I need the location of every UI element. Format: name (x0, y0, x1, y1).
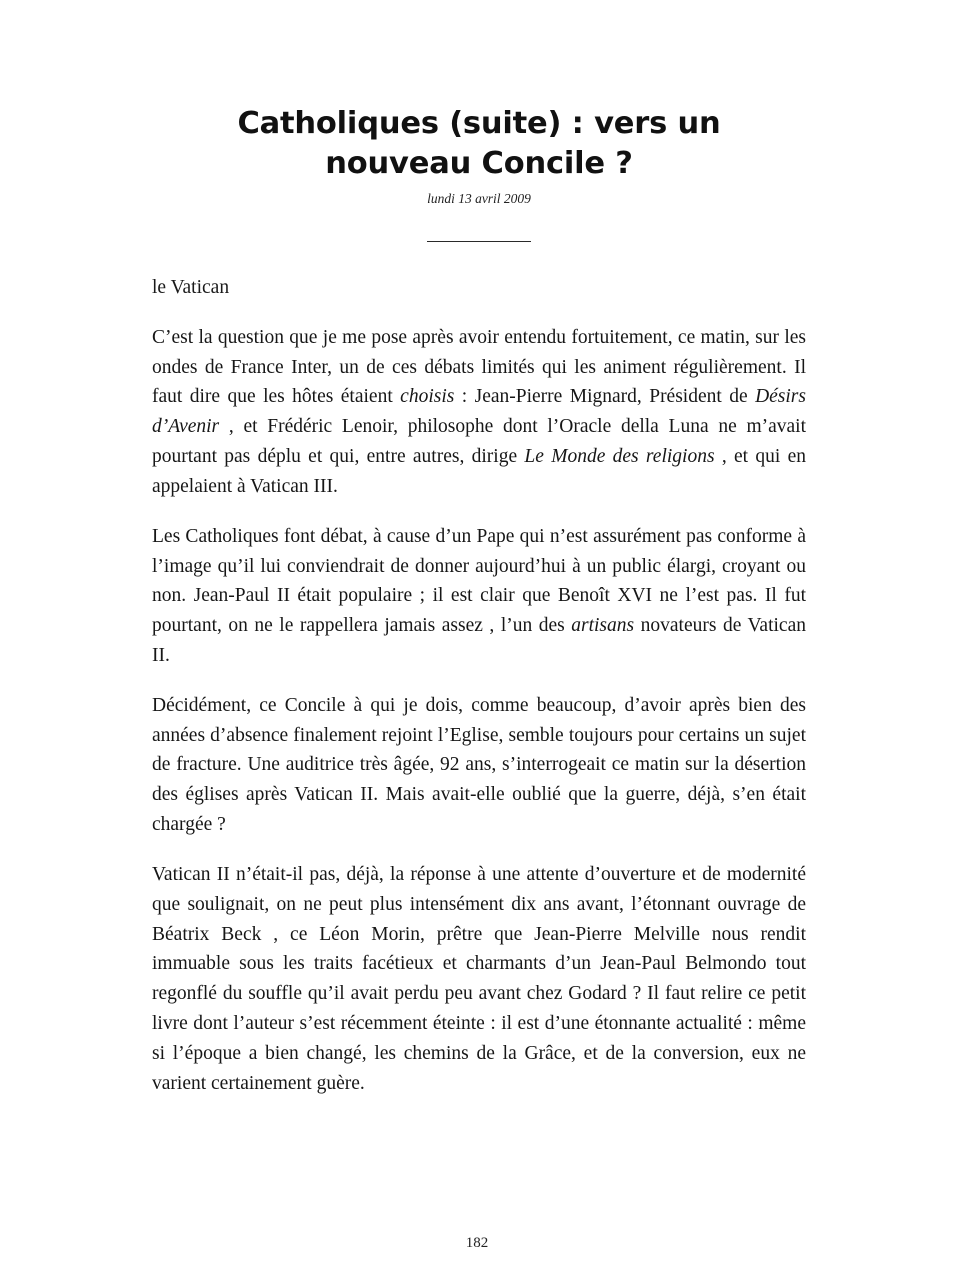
title-separator (152, 233, 806, 251)
emphasis-text: Le Monde des religions (524, 446, 715, 468)
text-run: : Jean-Pierre Mignard, Président de (454, 386, 756, 408)
emphasis-text: choisis (400, 386, 455, 408)
text-run: Vatican II n’était-il pas, déjà, la réponse à une attente d’ouverture et de modernité que soulignait, on ne peut plus intensément dix ans avant, l’étonnant ouvrage de Béatrix Beck , ce Léon Morin, prêtre que Jean-Pierre Melville nous rendit immuable sous les traits facétieux et charmants d’un Jean-Paul Belmondo tout regonflé du souffle qu’il avait perdu peu avant chez Godard ? Il faut relire ce petit livre dont l’auteur s’est récemment éteinte : il est d’une étonnante actualité : même si l’époque a bien changé, les chemins de la Grâce, et de la conversion, eux ne varient certainement guère. (152, 863, 806, 1094)
page-number: 182 (465, 1235, 489, 1251)
publication-date: lundi 13 avril 2009 (427, 190, 531, 206)
article-body (152, 323, 806, 1099)
body-paragraph (152, 691, 806, 840)
text-run: , et qui en appelaient à Vatican III. (152, 446, 806, 497)
body-paragraph (152, 323, 806, 502)
text-run: novateurs de Vatican II. (152, 615, 806, 666)
lead-line: le Vatican (152, 276, 230, 298)
body-paragraph (152, 860, 806, 1099)
text-run: Les Catholiques font débat, à cause d’un Pape qui n’est assurément pas conforme à l’image qu’il lui conviendrait de donner aujourd’hui à un public élargi, croyant ou non. Jean-Paul II était populaire ; il est clair que Benoît XVI ne l’est pas. Il fut pourtant, on ne le rappellera jamais assez , l’un des (152, 525, 806, 637)
horizontal-rule (427, 241, 531, 242)
text-run: , et Frédéric Lenoir, philosophe dont l’Oracle della Luna ne m’avait pourtant pas déplu et qui, entre autres, dirige (152, 416, 806, 468)
emphasis-text: Désirs d’Avenir (152, 386, 806, 438)
text-run: C’est la question que je me pose après avoir entendu fortuitement, ce matin, sur les ondes de France Inter, un de ces débats limités qui les animent régulièrement. Il faut dire que les hôtes étaient (152, 326, 806, 408)
text-run: Décidément, ce Concile à qui je dois, comme beaucoup, d’avoir après bien des années d’absence finalement rejoint l’Eglise, semble toujours pour certains un sujet de fracture. Une auditrice très âgée, 92 ans, s’interrogeait ce matin sur la désertion des églises après Vatican II. Mais avait-elle oublié que la guerre, déjà, s’en était chargée ? (152, 694, 806, 836)
emphasis-text: artisans (571, 615, 635, 637)
page-title: Catholiques (suite) : vers un nouveau Concile ? (237, 106, 721, 182)
body-paragraph (152, 522, 806, 671)
